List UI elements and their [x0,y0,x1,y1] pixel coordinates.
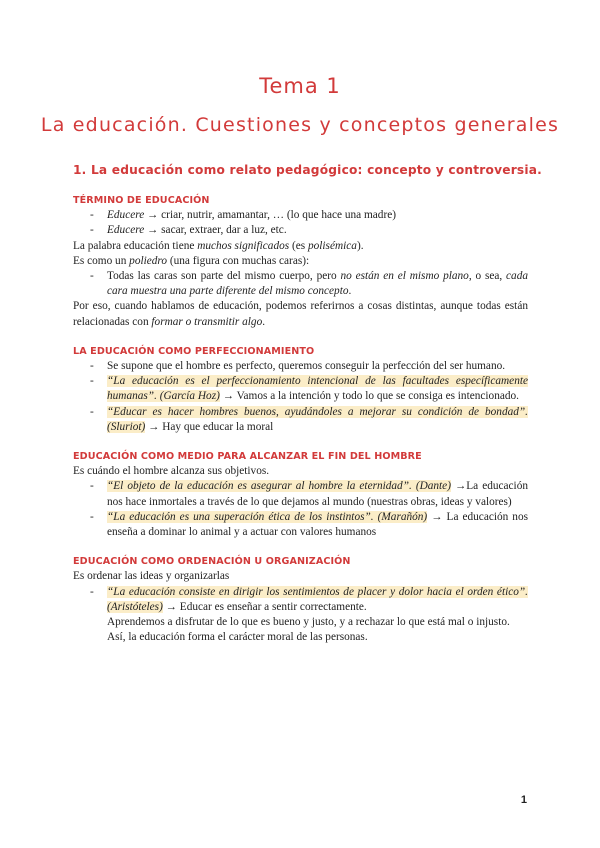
paragraph: Así, la educación forma el carácter moral de las personas. [107,631,368,644]
section-title: 1. La educación como relato pedagógico: concepto y controversia. [73,163,542,177]
document-body [73,193,528,645]
document-subtitle: La educación. Cuestiones y conceptos generales [40,114,560,136]
quote-highlight: “Educar es hacer hombres buenos, ayudándoles a mejorar su condición de bondad”. (Sluriot) [107,405,528,433]
paragraph: Es cuándo el hombre alcanza sus objetivos. [73,465,270,478]
paragraph: Por eso, cuando hablamos de educación, podemos referirnos a cosas distintas, aunque todas están relacionadas con formar o transmitir algo. [73,300,528,328]
quote-highlight: “La educación es una superación ética de los instintos”. (Marañón) [107,510,428,523]
list-item: - “La educación consiste en dirigir los sentimientos de placer y dolor hacia el orden ético”. (Aristóteles) → Educar es enseñar a sentir correctamente. [107,585,528,615]
heading-fin-del-hombre: EDUCACIÓN COMO MEDIO PARA ALCANZAR EL FIN DEL HOMBRE [73,451,422,463]
document-title: Tema 1 [259,74,341,98]
quote-highlight: “La educación consiste en dirigir los sentimientos de placer y dolor hacia el orden ético”. (Aristóteles) [107,585,528,613]
list-item: - “La educación es una superación ética de los instintos”. (Marañón) → La educación nos enseña a dominar lo animal y a actuar con valores humanos [107,510,528,540]
list-item: - Se supone que el hombre es perfecto, queremos conseguir la perfección del ser humano. [107,359,528,374]
list-item: - Educere → sacar, extraer, dar a luz, etc. [107,223,528,238]
quote-highlight: “La educación es el perfeccionamiento intencional de las facultades específicamente humanas”. (García Hoz) [107,375,528,403]
list-fin-del-hombre [73,479,528,540]
page-number: 1 [520,794,527,806]
list-item: - Educere → criar, nutrir, amamantar, … (lo que hace una madre) [107,208,528,223]
list-item: - “El objeto de la educación es asegurar al hombre la eternidad”. (Dante) →La educación nos hace inmortales a través de lo que dejamos al mundo (nuestras obras, ideas y valores) [107,479,528,509]
heading-termino: TÉRMINO DE EDUCACIÓN [73,195,210,206]
heading-perfeccionamiento: LA EDUCACIÓN COMO PERFECCIONAMIENTO [73,345,315,357]
list-item: - Todas las caras son parte del mismo cuerpo, pero no están en el mismo plano, o sea, cada cara muestra una parte diferente del mismo concepto. [107,269,528,299]
list-item: - “Educar es hacer hombres buenos, ayudándoles a mejorar su condición de bondad”. (Sluriot) → Hay que educar la moral [107,405,528,435]
list-item: - “La educación es el perfeccionamiento intencional de las facultades específicamente humanas”. (García Hoz) → Vamos a la intención y todo lo que se consiga es intencionado. [107,374,528,404]
heading-ordenacion: EDUCACIÓN COMO ORDENACIÓN U ORGANIZACIÓN [73,556,351,568]
list-etimologia [73,208,528,238]
paragraph: Aprendemos a disfrutar de lo que es bueno y justo, y a rechazar lo que está mal o injusto. [107,616,510,629]
list-ordenacion [73,585,528,615]
quote-highlight: “El objeto de la educación es asegurar al hombre la eternidad”. (Dante) [107,480,451,493]
list-poliedro [73,269,528,299]
paragraph: Es ordenar las ideas y organizarlas [73,570,230,583]
paragraph: Es como un poliedro (una figura con muchas caras): [73,254,310,267]
list-perfeccionamiento [73,359,528,435]
paragraph: La palabra educación tiene muchos significados (es polisémica). [73,239,364,252]
